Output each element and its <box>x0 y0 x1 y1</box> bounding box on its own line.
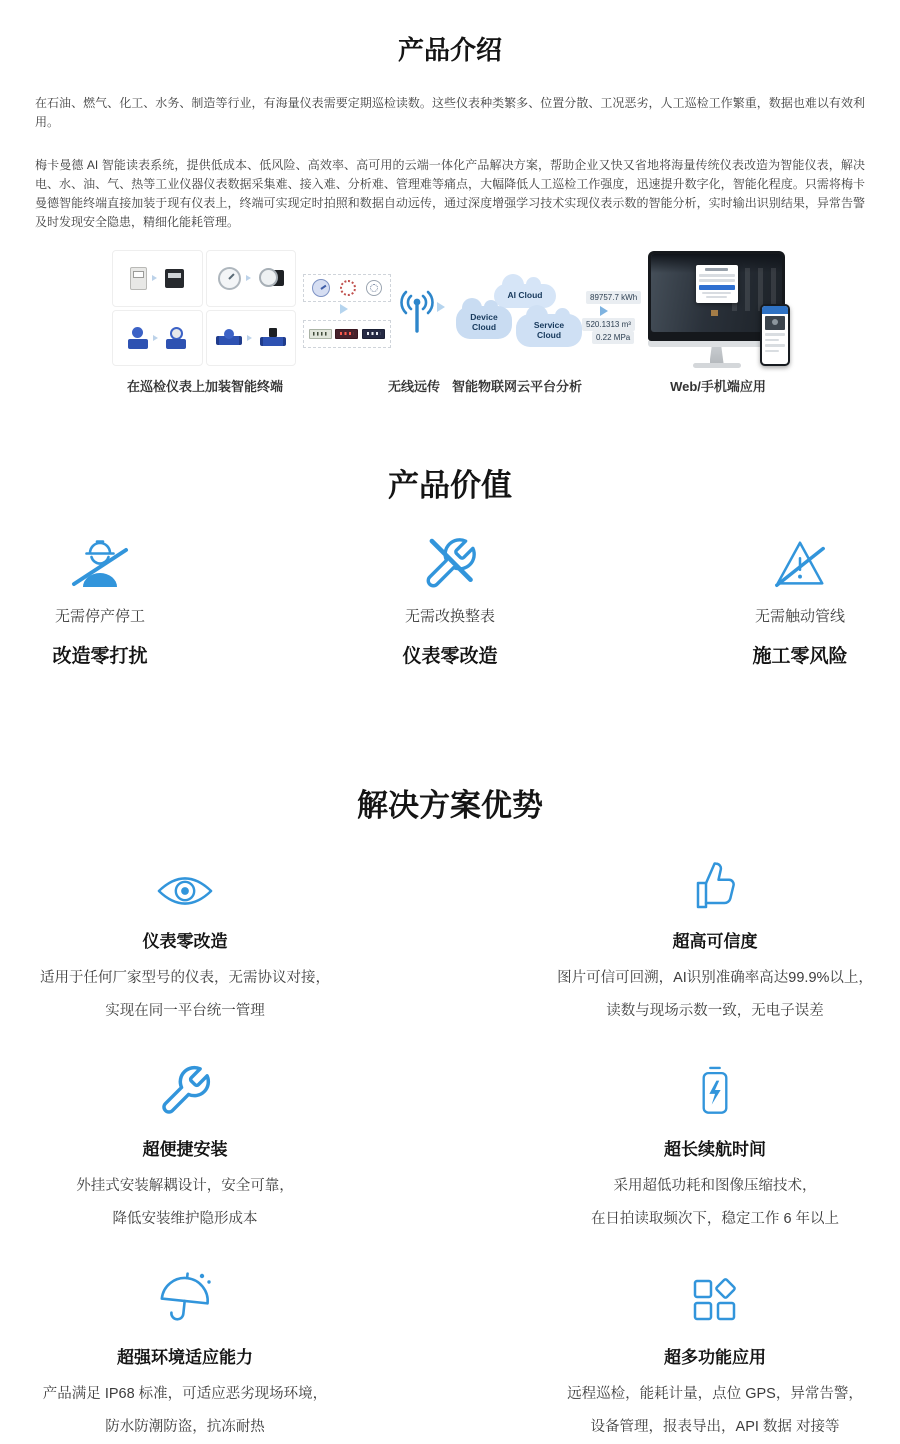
advantage-title: 超便捷安装 <box>142 1140 228 1159</box>
dial-gauge-icon <box>366 280 382 296</box>
meter-retrofit-grid <box>112 250 296 366</box>
advantage-desc-line: 设备管理，报表导出，API 数据 对接等 <box>590 1419 840 1435</box>
dial-gauge-icon <box>340 280 356 296</box>
arrow-right-icon <box>152 275 160 281</box>
advantage-item-zero-retrofit <box>10 853 360 1028</box>
lcd-display-image <box>309 329 332 339</box>
advantages-section <box>0 780 900 1444</box>
value-row <box>0 531 900 668</box>
factory-detail <box>711 310 718 316</box>
water-meter-before-image <box>128 327 148 349</box>
advantage-desc-line: 外挂式安装解耦设计，安全可靠， <box>76 1178 294 1194</box>
value-item-no-replace <box>350 531 550 668</box>
flow-arrow-icon <box>600 306 611 316</box>
apps-icon <box>690 1269 740 1327</box>
ai-cloud <box>494 284 556 308</box>
service-cloud-label: Service Cloud <box>533 319 565 340</box>
no-warning-icon <box>771 531 829 597</box>
value-item-no-risk <box>700 531 900 668</box>
meter-card-electric <box>112 250 203 307</box>
wireless-antenna-icon <box>398 288 436 334</box>
value-item-title: 改造零打扰 <box>52 646 148 667</box>
led-display-image <box>335 329 358 339</box>
flow-arrow-icon <box>437 302 448 312</box>
advantage-desc <box>591 1170 839 1236</box>
dial-gauge-icon <box>312 279 330 297</box>
reading-m3: 520.1313 m³ <box>582 318 635 331</box>
meter-card-flow <box>206 310 297 367</box>
phone-text-bar <box>765 350 779 353</box>
flow-meter-after-image <box>260 328 286 348</box>
electric-meter-before-image <box>130 267 147 290</box>
eye-icon <box>156 853 214 911</box>
phone-screen <box>762 306 788 364</box>
dialog-text-bar <box>706 296 728 298</box>
wrench-icon <box>157 1061 213 1119</box>
caption-cloud: 智能物联网云平台分析 <box>451 379 583 394</box>
phone-header-bar <box>762 306 788 314</box>
intro-paragraph-1: 在石油、燃气、化工、水务、制造等行业，有海量仪表需要定期巡检读数。这些仪表种类繁多、位置分散、工况恶劣，人工巡检工作繁重，数据也难以有效利用。 <box>35 96 865 129</box>
battery-icon <box>699 1061 731 1119</box>
value-title: 产品价值 <box>388 468 512 503</box>
caption-wireless: 无线远传 <box>387 379 441 394</box>
advantages-title: 解决方案优势 <box>357 788 543 823</box>
advantage-desc-line: 读数与现场示数一致，无电子误差 <box>606 1003 824 1019</box>
advantages-grid <box>10 853 890 1444</box>
electric-meter-after-image <box>165 269 184 288</box>
advantage-desc <box>76 1170 294 1236</box>
reading-kwh: 89757.7 kWh <box>586 291 641 304</box>
value-item-title: 仪表零改造 <box>402 646 498 667</box>
thumbs-up-icon <box>690 853 740 911</box>
advantage-desc-line: 在日拍读取频次下，稳定工作 6 年以上 <box>590 1211 840 1227</box>
caption-apps: Web/手机端应用 <box>670 379 766 394</box>
arrow-right-icon <box>153 335 161 341</box>
dashboard-dialog <box>696 265 738 303</box>
advantage-title: 仪表零改造 <box>142 932 228 951</box>
flow-arrow-icon <box>340 304 351 314</box>
advantage-desc <box>557 962 873 1028</box>
advantage-desc <box>40 962 330 1028</box>
arrow-right-icon <box>246 275 254 281</box>
intro-title: 产品介绍 <box>397 35 502 65</box>
phone-text-bar <box>765 339 779 342</box>
advantage-title: 超长续航时间 <box>664 1140 766 1159</box>
advantage-desc-line: 采用超低功耗和图像压缩技术， <box>613 1178 817 1194</box>
dialog-text-bar <box>702 292 731 294</box>
solution-flow-diagram <box>0 244 900 396</box>
value-subtitle: 无需改换整表 <box>404 608 495 625</box>
value-subtitle: 无需触动管线 <box>754 608 845 625</box>
advantage-desc-line: 产品满足 IP68 标准，可适应恶劣现场环境， <box>42 1386 328 1402</box>
dialog-button-bar <box>699 285 735 290</box>
advantage-desc-line: 图片可信可回溯，AI识别准确率高达99.9%以上， <box>557 970 873 986</box>
led-display-image <box>362 329 385 339</box>
meter-card-water <box>112 310 203 367</box>
ai-cloud-label: AI Cloud <box>507 290 543 301</box>
dialog-title-bar <box>705 268 727 271</box>
value-subtitle: 无需停产停工 <box>54 608 145 625</box>
meter-card-gauge <box>206 250 297 307</box>
reading-mpa: 0.22 MPa <box>592 331 634 344</box>
phone-text-bar <box>765 333 785 336</box>
digital-displays-box <box>303 320 391 348</box>
phone-text-bar <box>765 344 785 347</box>
advantage-desc-line: 远程巡检，能耗计量，点位 GPS，异常告警， <box>567 1386 863 1402</box>
page-root <box>0 30 900 1444</box>
monitor-stand <box>710 347 724 363</box>
phone-meter-photo <box>765 316 785 330</box>
advantage-title: 超多功能应用 <box>664 1348 766 1367</box>
caption-install: 在巡检仪表上加装智能终端 <box>126 379 284 394</box>
dialog-field-bar <box>699 279 735 282</box>
advantage-desc-line: 适用于任何厂家型号的仪表，无需协议对接， <box>40 970 330 986</box>
pressure-gauge-before-image <box>218 267 241 290</box>
intro-paragraph-2: 梅卡曼德 AI 智能读表系统，提供低成本、低风险、高效率、高可用的云端一体化产品解决方案，帮助企业又快又省地将海量传统仪表改造为智能仪表，解决电、水、油、气、热等工业仪器仪表数据采集难、接入难、分析难、管理难等痛点，大幅降低人工巡检工作强度，迅速提升数字化，智能化程度。只需将梅卡曼德智能终端直接加装于现有仪表上，终端可实现定时拍照和数据自动远传，通过深度增强学习技术实现仪表示数的智能分析，实时输出识别结果，异常告警及时发现安全隐患，精细化能耗管理。 <box>35 158 865 229</box>
value-item-title: 施工零风险 <box>752 646 848 667</box>
pressure-gauge-after-image <box>259 267 284 289</box>
flow-meter-before-image <box>216 329 242 347</box>
advantage-title: 超强环境适应能力 <box>117 1348 253 1367</box>
advantage-desc-line: 实现在同一平台统一管理 <box>105 1003 265 1019</box>
umbrella-icon <box>156 1269 214 1327</box>
advantage-item-easy-install <box>10 1061 360 1236</box>
device-cloud <box>456 306 512 339</box>
advantage-item-credibility <box>540 853 890 1028</box>
monitor-base <box>693 363 741 368</box>
advantage-title: 超高可信度 <box>672 932 758 951</box>
advantage-desc-line: 降低安装维护隐形成本 <box>112 1211 258 1227</box>
advantage-desc-line: 防水防潮防盗，抗冻耐热 <box>105 1419 265 1435</box>
analog-dials-box <box>303 274 391 302</box>
advantage-item-environment <box>10 1269 360 1444</box>
water-meter-after-image <box>166 327 186 349</box>
no-worker-icon <box>70 531 130 597</box>
advantage-item-multi-function <box>540 1269 890 1444</box>
advantage-desc <box>567 1378 863 1444</box>
service-cloud <box>516 314 582 347</box>
dialog-field-bar <box>699 274 735 277</box>
smartphone <box>760 304 790 366</box>
no-tools-icon <box>421 531 479 597</box>
value-item-no-disturb <box>0 531 200 668</box>
device-cloud-label: Device Cloud <box>470 311 498 332</box>
advantage-desc <box>43 1378 327 1444</box>
arrow-right-icon <box>247 335 255 341</box>
value-section <box>0 460 900 668</box>
advantage-item-battery-life <box>540 1061 890 1236</box>
